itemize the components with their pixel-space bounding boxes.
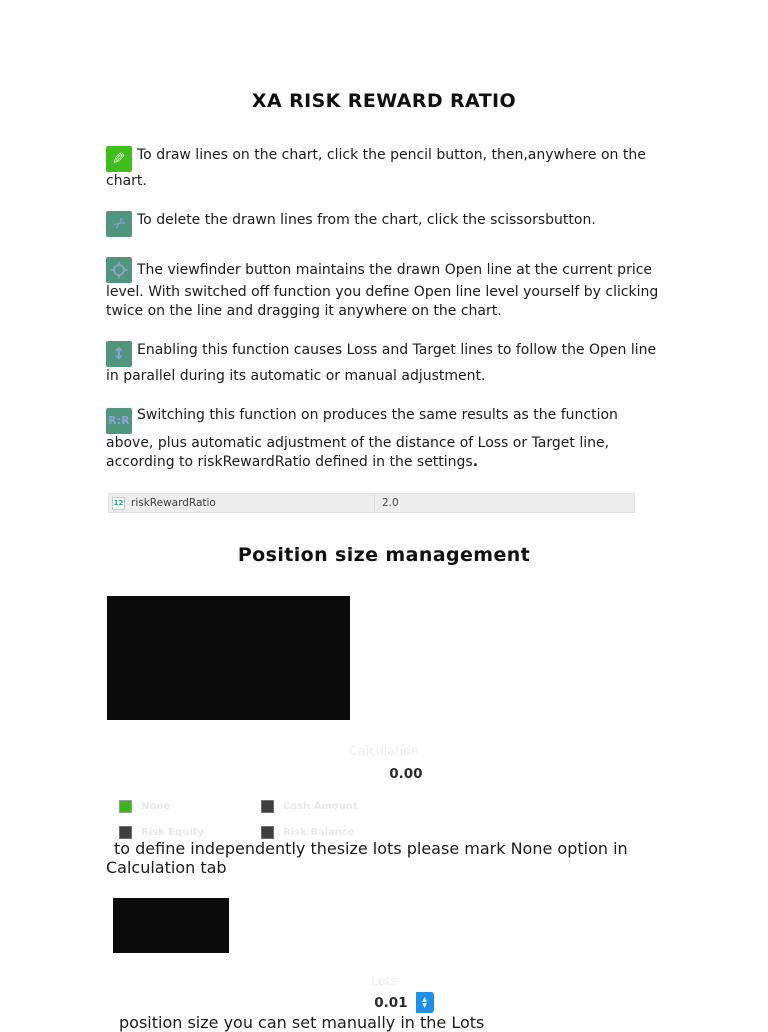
caption-calculation: to define independently thesize lots please mark None option in Calculation tab [106,839,628,877]
lots-input-row [335,992,434,1013]
risk-reward-icon[interactable] [106,408,132,434]
parameter-type-icon: 12 [112,497,125,510]
lots-caption-block [106,898,662,959]
calculation-options [119,800,662,839]
paragraph-text: To delete the drawn lines from the chart, click the scissorsbutton. [137,212,596,228]
setting-value[interactable]: 2.0 [382,497,399,509]
viewfinder-icon[interactable] [106,257,132,283]
option-label: Risk Balance [283,827,355,838]
checkbox-risk-equity[interactable] [119,826,132,839]
option-cash-amount [261,800,662,813]
scissors-icon[interactable] [106,211,132,237]
settings-row-riskrewardratio [108,493,635,513]
calculation-input[interactable] [336,764,433,784]
scissors-paragraph [106,211,662,237]
option-label: Risk Equity [141,827,205,838]
calculation-panel [107,596,350,720]
paragraph-text: Enabling this function causes Loss and Target lines to follow the Open line in parallel during its automatic or manual adjustment. [106,342,657,384]
calculation-title: Calculation [349,743,419,758]
lots-panel [113,898,229,953]
vertical-arrows-paragraph [106,341,662,386]
viewfinder-paragraph [106,257,662,321]
scissors-glyph: ✂ [108,213,130,235]
pencil-icon[interactable] [106,146,132,172]
viewfinder-glyph [110,261,128,279]
paragraph-text: The viewfinder button maintains the drawn Open line at the current price level. With switched off function you define Open line level yourself by clicking twice on the line and dragging it anywhere on the chart. [106,262,659,319]
pencil-paragraph [106,146,662,191]
paragraph-text: To draw lines on the chart, click the pencil button, then,anywhere on the chart. [106,147,646,189]
caption-lots: position size you can set manually in the Lots [119,1013,485,1032]
risk-reward-glyph: R:R [108,415,130,427]
option-label: Cash Amount [283,801,358,812]
setting-name-cell [109,494,375,512]
option-none [119,800,261,813]
lots-spinner[interactable] [416,992,434,1013]
checkbox-cash-amount[interactable] [261,800,274,813]
risk-reward-paragraph [106,406,662,472]
calculation-caption-block [106,596,662,726]
setting-name: riskRewardRatio [131,497,216,509]
option-risk-equity [119,826,261,839]
lots-input[interactable] [335,992,416,1013]
section-title: Position size management [237,544,531,566]
pencil-glyph: ✎ [112,149,126,168]
spinner-down-icon: ▼ [422,1001,427,1009]
checkbox-none[interactable] [119,800,132,813]
paragraph-text: Switching this function on produces the same results as the function above, plus automatic adjustment of the distance of Loss or Target line, according to riskRewardRatio defined in the settings [106,407,618,470]
spinner-up-icon: ▲ [422,995,427,1003]
checkbox-risk-balance[interactable] [261,826,274,839]
option-risk-balance [261,826,662,839]
paragraph-text-bold: . [472,454,479,470]
vertical-arrows-icon[interactable] [106,341,132,367]
vertical-arrows-glyph: ↕ [112,344,126,363]
option-label: None [141,801,171,812]
page-title: XA RISK REWARD RATIO [251,90,517,112]
lots-title: Lots [371,973,397,988]
